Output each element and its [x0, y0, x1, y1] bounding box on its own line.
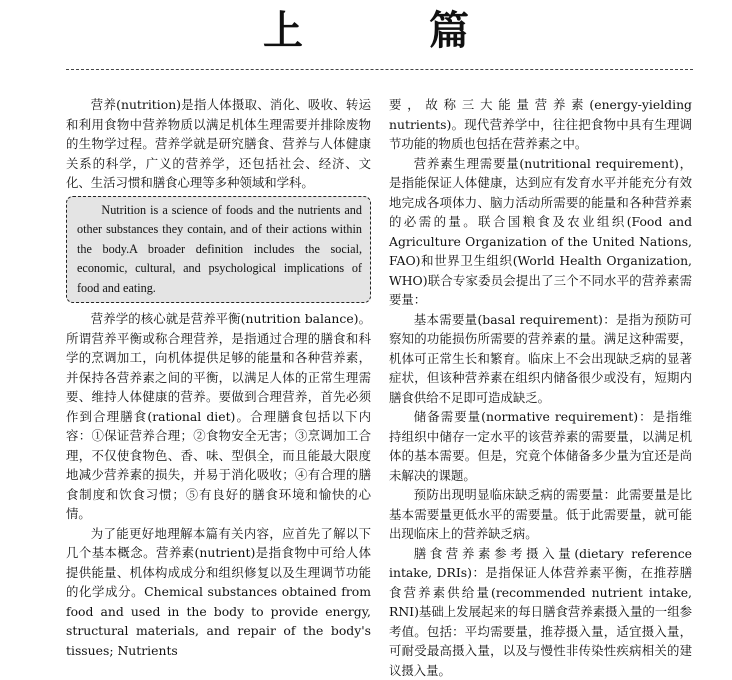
english-definition-text: Nutrition is a science of foods and the nutrients and other substances they contain, and of their actions within the body.A broader definition includes the social, economic, cultural, and psychological implications of food and eating. — [77, 201, 362, 299]
english-definition-box — [66, 196, 371, 304]
right-column — [389, 95, 692, 680]
normative-requirement-paragraph: 储备需要量(normative requirement)：是指维持组织中储存一定水平的该营养素的需要量，以满足机体的基本需要。但是，究竟个体储备多少量为宜还是尚未解决的课题。 — [389, 407, 692, 485]
nutrition-balance-paragraph: 营养学的核心就是营养平衡(nutrition balance)。所谓营养平衡或称合理营养，是指通过合理的膳食和科学的烹调加工，向机体提供足够的能量和各种营养素，并保持各营养素之间的平衡，以满足人体的正常生理需要、维持人体健康的营养。要做到合理营养，首先必须作到合理膳食(rational diet)。合理膳食包括以下内容：①保证营养合理；②食物安全无害；③烹调加工合理，不仅使食物色、香、味、型俱全，而且能最大限度地减少营养素的损失，并易于消化吸收；④有合理的膳食制度和饮食习惯；⑤有良好的膳食环境和愉快的心情。 — [66, 309, 371, 524]
clinical-deficiency-paragraph: 预防出现明显临床缺乏病的需要量：此需要量是比基本需要量更低水平的需要量。低于此需要量，就可能出现临床上的营养缺乏病。 — [389, 485, 692, 544]
energy-nutrients-paragraph: 要，故称三大能量营养素(energy-yielding nutrients)。现代营养学中，往往把食物中具有生理调节功能的物质也包括在营养素之中。 — [389, 95, 692, 154]
nutritional-requirement-paragraph: 营养素生理需要量(nutritional requirement)，是指能保证人体健康，达到应有发育水平并能充分有效地完成各项体力、脑力活动所需要的能量和各种营养素的必需的量。联合国粮食及农业组织(Food and Agriculture Organization of the United Nations, FAO)和世界卫生组织(World Health Organization, WHO)联合专家委员会提出了三个不同水平的营养素需要量： — [389, 154, 692, 310]
page-title: 上 篇 — [0, 4, 732, 58]
nutrient-concept-paragraph: 为了能更好地理解本篇有关内容，应首先了解以下几个基本概念。营养素(nutrient)是指食物中可给人体提供能量、机体构成成分和组织修复以及生理调节功能的化学成分。Chemical substances obtained from food and used in the body to provide energy, structural materials, and repair of the body's tissues; Nutrients — [66, 524, 371, 661]
intro-paragraph: 营养(nutrition)是指人体摄取、消化、吸收、转运和利用食物中营养物质以满足机体生理需要并排除废物的生物学过程。营养学就是研究膳食、营养与人体健康关系的科学，广义的营养学，还包括社会、经济、文化、生活习惯和膳食心理等多种领域和学科。 — [66, 95, 371, 193]
title-divider — [66, 69, 693, 70]
basal-requirement-paragraph: 基本需要量(basal requirement)：是指为预防可察知的功能损伤所需要的营养素的量。满足这种需要，机体可正常生长和繁育。临床上不会出现缺乏病的显著症状，但该种营养素在组织内储备很少或没有，短期内膳食供给不足即可造成缺乏。 — [389, 310, 692, 408]
dris-paragraph: 膳食营养素参考摄入量(dietary reference intake, DRIs)：是指保证人体营养素平衡，在推荐膳食营养素供给量(recommended nutrient intake, RNI)基础上发展起来的每日膳食营养素摄入量的一组参考值。包括：平均需要量，推荐摄入量，适宜摄入量，可耐受最高摄入量，以及与慢性非传染性疾病相关的建议摄入量。 — [389, 544, 692, 680]
left-column — [66, 95, 371, 660]
